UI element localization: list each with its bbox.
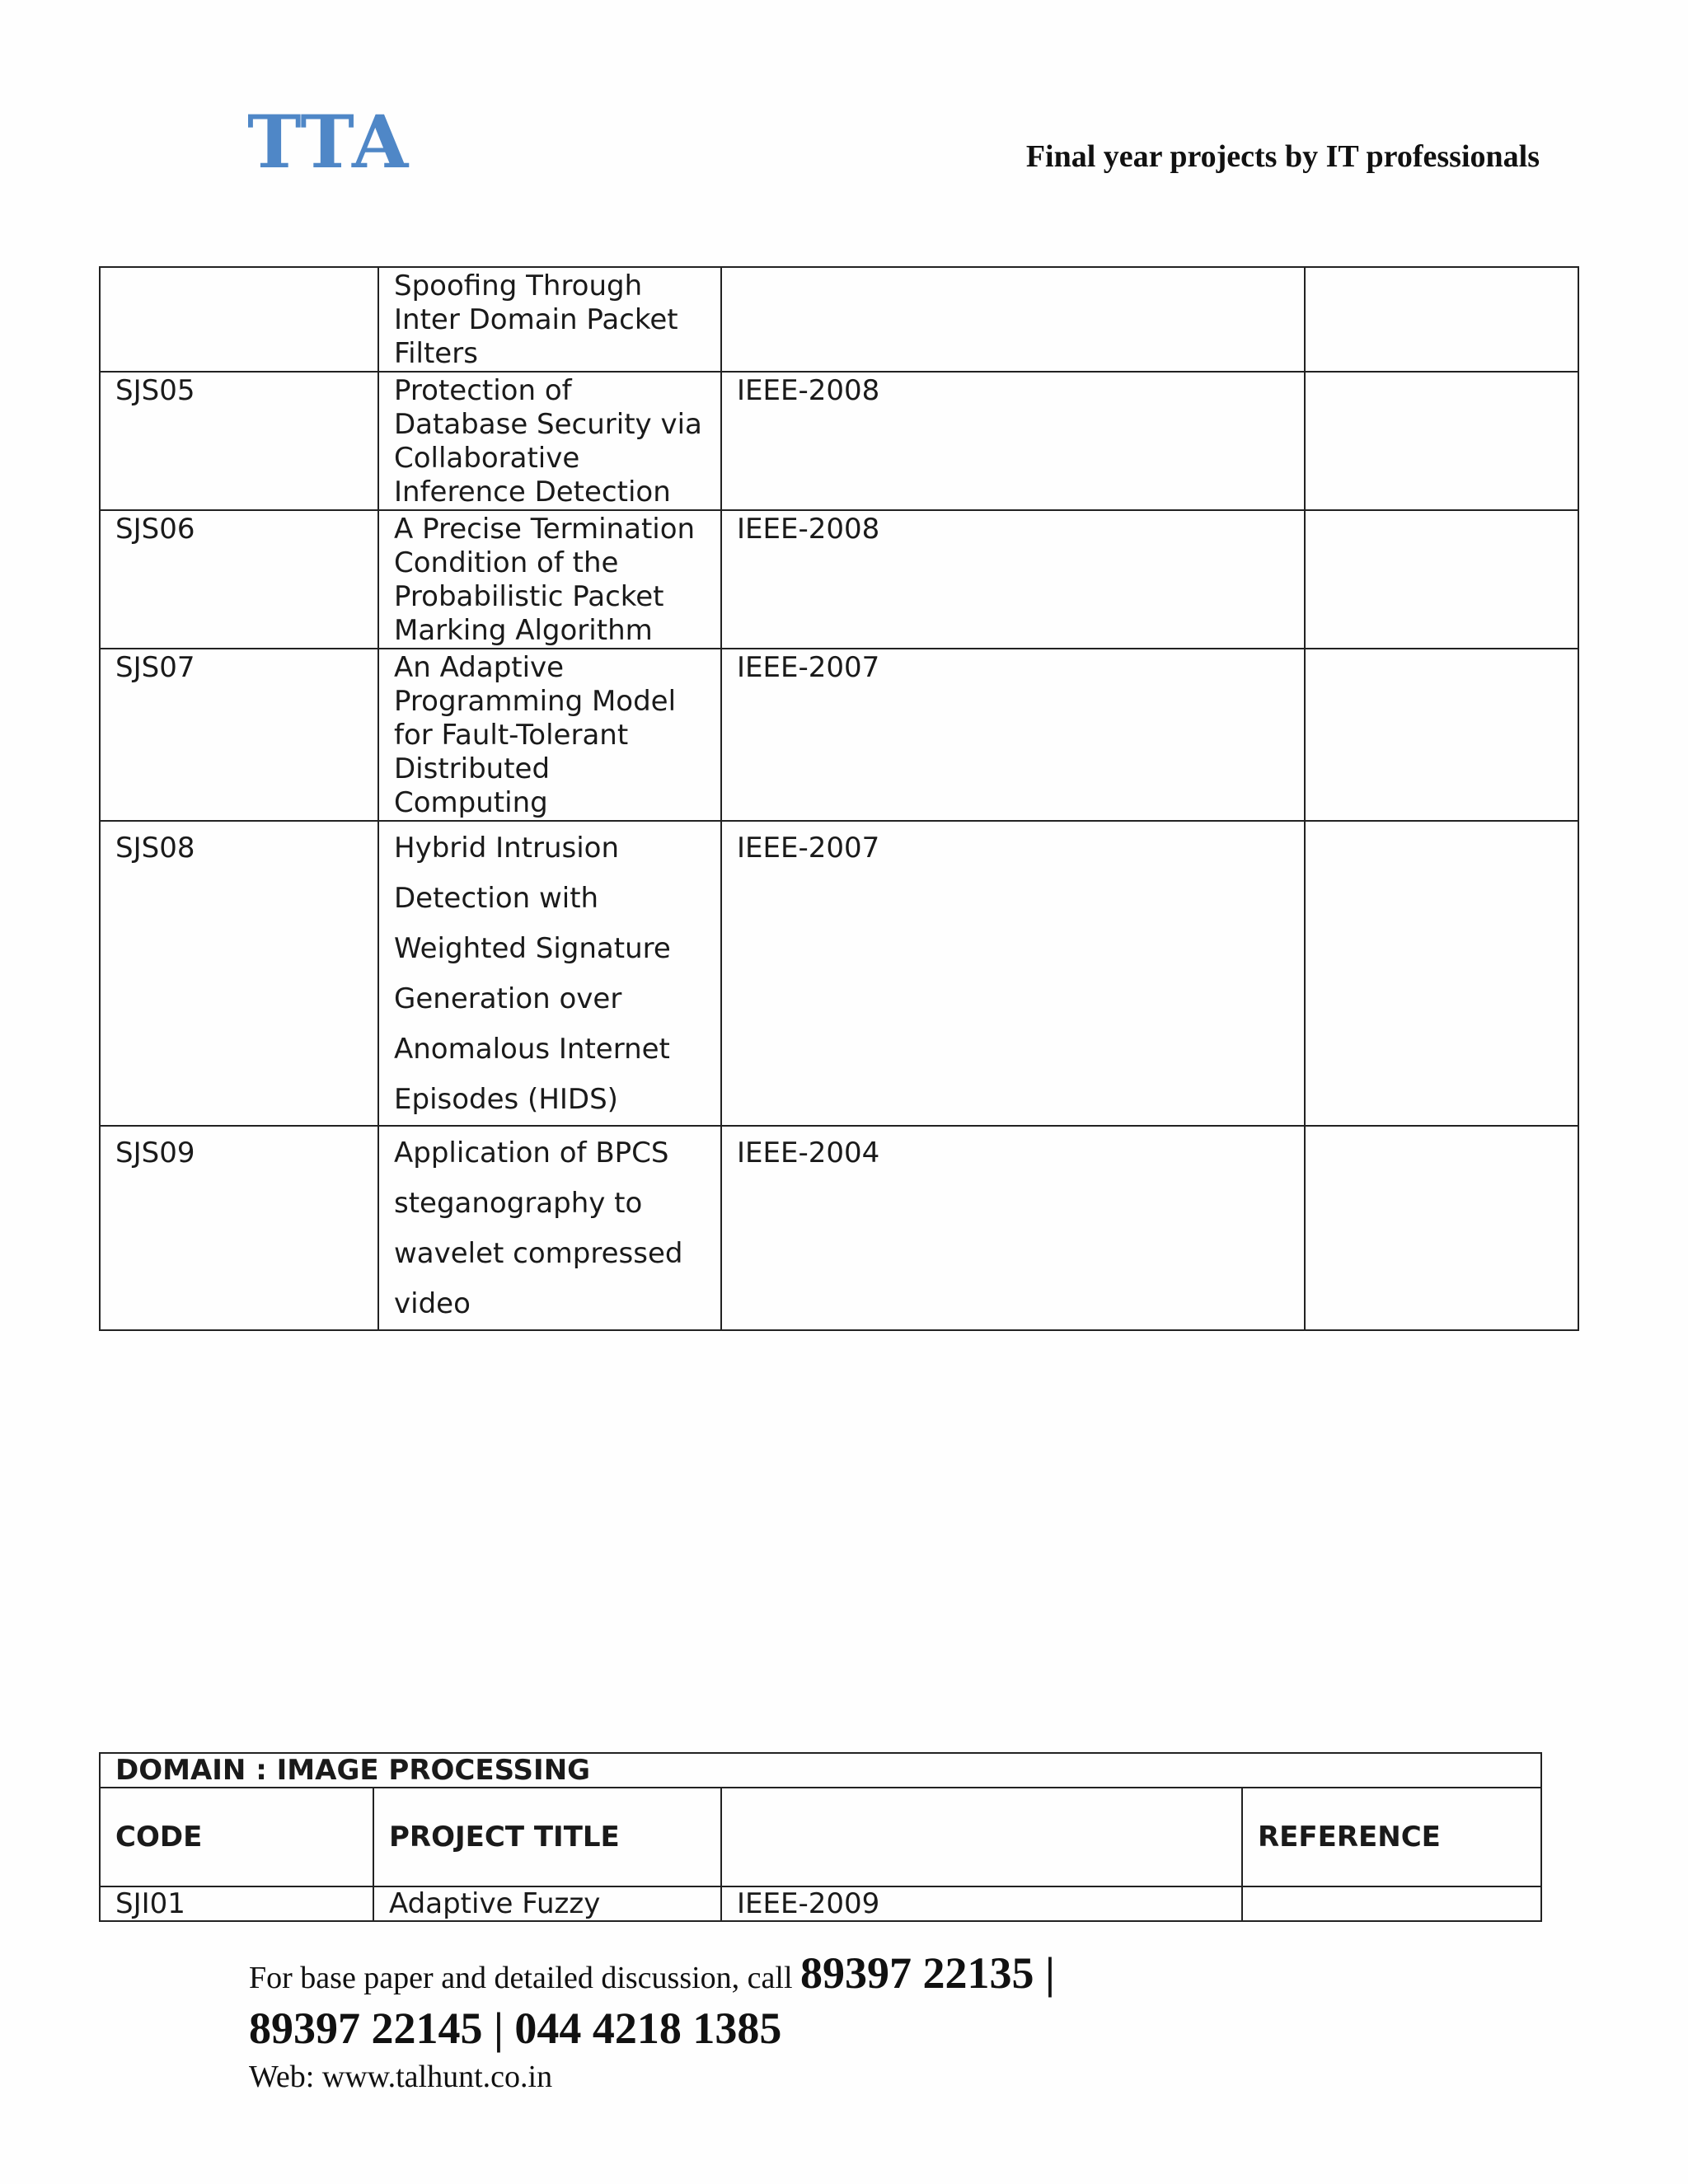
table-row <box>100 372 1578 510</box>
projects-table <box>99 266 1579 1331</box>
extra-cell <box>1305 821 1578 1126</box>
header-tagline: Final year projects by IT professionals <box>1025 139 1540 174</box>
table-row <box>100 1886 1541 1921</box>
code-cell: SJS05 <box>100 372 378 510</box>
extra-cell <box>1305 1126 1578 1330</box>
table-row <box>100 510 1578 649</box>
contact-footer <box>249 1948 1055 2100</box>
code-cell: SJS06 <box>100 510 378 649</box>
tta-logo: TTA <box>247 99 410 185</box>
title-cell: Adaptive Fuzzy <box>373 1886 721 1921</box>
code-cell <box>100 267 378 372</box>
footer-call-text: For base paper and detailed discussion, call <box>249 1961 801 1995</box>
code-header: CODE <box>100 1788 373 1886</box>
reference-cell: IEEE-2008 <box>721 510 1305 649</box>
domain-row <box>100 1753 1541 1788</box>
domain-table <box>99 1752 1542 1922</box>
title-cell: An Adaptive Programming Model for Fault-Tolerant Distributed Computing <box>378 649 721 821</box>
title-cell: Hybrid Intrusion Detection with Weighted Signature Generation over Anomalous Internet Episodes (HIDS) <box>378 821 721 1126</box>
title-cell: A Precise Termination Condition of the Probabilistic Packet Marking Algorithm <box>378 510 721 649</box>
table-row <box>100 267 1578 372</box>
reference-cell: IEEE-2007 <box>721 649 1305 821</box>
reference-cell: IEEE-2008 <box>721 372 1305 510</box>
title-cell: Application of BPCS steganography to wavelet compressed video <box>378 1126 721 1330</box>
extra-cell <box>1305 372 1578 510</box>
extra-cell <box>1305 510 1578 649</box>
code-cell: SJS08 <box>100 821 378 1126</box>
code-cell: SJS07 <box>100 649 378 821</box>
code-cell: SJS09 <box>100 1126 378 1330</box>
phone-number-1: 89397 22135 | <box>800 1948 1055 1998</box>
title-cell: Protection of Database Security via Collaborative Inference Detection <box>378 372 721 510</box>
website-link[interactable]: Web: www.talhunt.co.in <box>249 2060 553 2094</box>
reference-cell: IEEE-2007 <box>721 821 1305 1126</box>
title-cell: Spoofing Through Inter Domain Packet Filters <box>378 267 721 372</box>
reference-cell: IEEE-2004 <box>721 1126 1305 1330</box>
table-row <box>100 821 1578 1126</box>
extra-cell <box>1305 267 1578 372</box>
extra-cell <box>1305 649 1578 821</box>
phone-numbers: 89397 22145 | 044 4218 1385 <box>249 2004 782 2053</box>
domain-heading: DOMAIN : IMAGE PROCESSING <box>100 1753 1541 1788</box>
table-row <box>100 649 1578 821</box>
extra-cell <box>1242 1886 1541 1921</box>
reference-cell <box>721 267 1305 372</box>
blank-header <box>721 1788 1242 1886</box>
reference-header: REFERENCE <box>1242 1788 1541 1886</box>
footer-line-1 <box>249 1948 1055 2003</box>
reference-cell: IEEE-2009 <box>721 1886 1242 1921</box>
code-cell: SJI01 <box>100 1886 373 1921</box>
title-header: PROJECT TITLE <box>373 1788 721 1886</box>
table-row <box>100 1126 1578 1330</box>
header-row <box>100 1788 1541 1886</box>
